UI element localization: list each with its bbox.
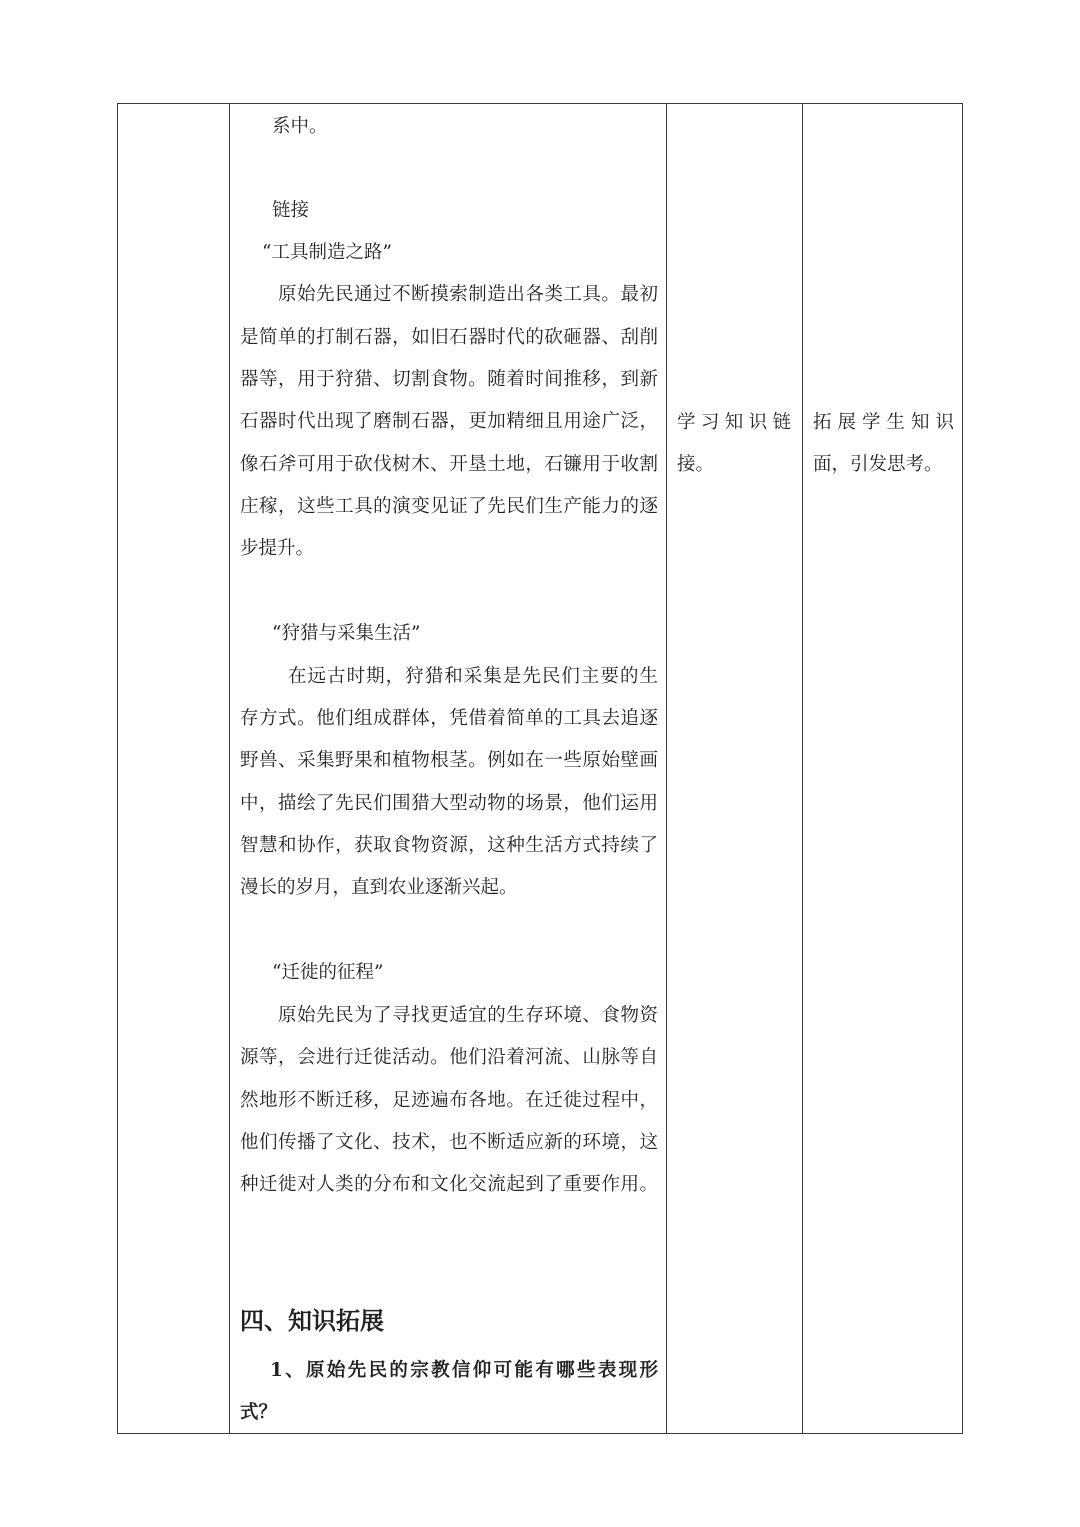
left-empty-cell bbox=[118, 104, 229, 1433]
topic-migration-line: 原始先民为了寻找更适宜的生存环境、食物资 bbox=[278, 1005, 658, 1026]
question-line: 1、原始先民的宗教信仰可能有哪些表现形 bbox=[270, 1360, 658, 1381]
topic-hunting-line: 野兽、采集野果和植物根茎。例如在一些原始壁画 bbox=[240, 750, 658, 771]
link-title: 链接 bbox=[272, 200, 310, 221]
topic-hunting-line: 存方式。他们组成群体，凭借着简单的工具去追逐 bbox=[240, 708, 658, 729]
topic-hunting-line: 漫长的岁月，直到农业逐渐兴起。 bbox=[240, 877, 518, 898]
topic-migration-line: 源等，会进行迁徙活动。他们沿着河流、山脉等自 bbox=[240, 1047, 658, 1068]
topic-tools-line: 石器时代出现了磨制石器，更加精细且用途广泛， bbox=[240, 411, 658, 432]
topic-tools-line: 是简单的打制石器，如旧石器时代的砍砸器、刮削 bbox=[240, 327, 658, 348]
design-intent-line: 面，引发思考。 bbox=[813, 454, 943, 475]
student-activity-line: 接。 bbox=[677, 454, 715, 475]
lesson-table bbox=[117, 103, 963, 1434]
topic-migration-line: 种迁徙对人类的分布和文化交流起到了重要作用。 bbox=[240, 1174, 658, 1195]
topic-tools-line: 器等，用于狩猎、切割食物。随着时间推移，到新 bbox=[240, 369, 658, 390]
topic-tools-line: 原始先民通过不断摸索制造出各类工具。最初 bbox=[278, 284, 658, 305]
topic-migration-line: 然地形不断迁移，足迹遍布各地。在迁徙过程中， bbox=[240, 1090, 658, 1111]
topic-title-tools: “工具制造之路” bbox=[262, 242, 392, 263]
design-intent-line: 拓展学生知识 bbox=[813, 412, 954, 433]
section-heading: 四、知识拓展 bbox=[240, 1306, 384, 1335]
topic-hunting-line: 智慧和协作，获取食物资源，这种生活方式持续了 bbox=[240, 835, 658, 856]
topic-hunting-line: 中，描绘了先民们围猎大型动物的场景，他们运用 bbox=[240, 793, 658, 814]
topic-tools-line: 像石斧可用于砍伐树木、开垦土地，石镰用于收割 bbox=[240, 454, 658, 475]
question-line: 式？ bbox=[240, 1402, 278, 1423]
intro-line: 系中。 bbox=[272, 116, 328, 137]
student-activity-cell bbox=[667, 104, 802, 1433]
topic-hunting-line: 在远古时期，狩猎和采集是先民们主要的生 bbox=[288, 666, 658, 687]
content-cell bbox=[230, 104, 667, 1433]
student-activity-line: 学习知识链 bbox=[677, 412, 791, 433]
topic-migration-line: 他们传播了文化、技术，也不断适应新的环境，这 bbox=[240, 1132, 658, 1153]
topic-tools-line: 步提升。 bbox=[240, 538, 315, 559]
topic-title-migration: “迁徙的征程” bbox=[272, 962, 384, 983]
topic-tools-line: 庄稼，这些工具的演变见证了先民们生产能力的逐 bbox=[240, 496, 658, 517]
design-intent-cell bbox=[803, 104, 961, 1433]
topic-title-hunting: “狩猎与采集生活” bbox=[272, 623, 421, 644]
